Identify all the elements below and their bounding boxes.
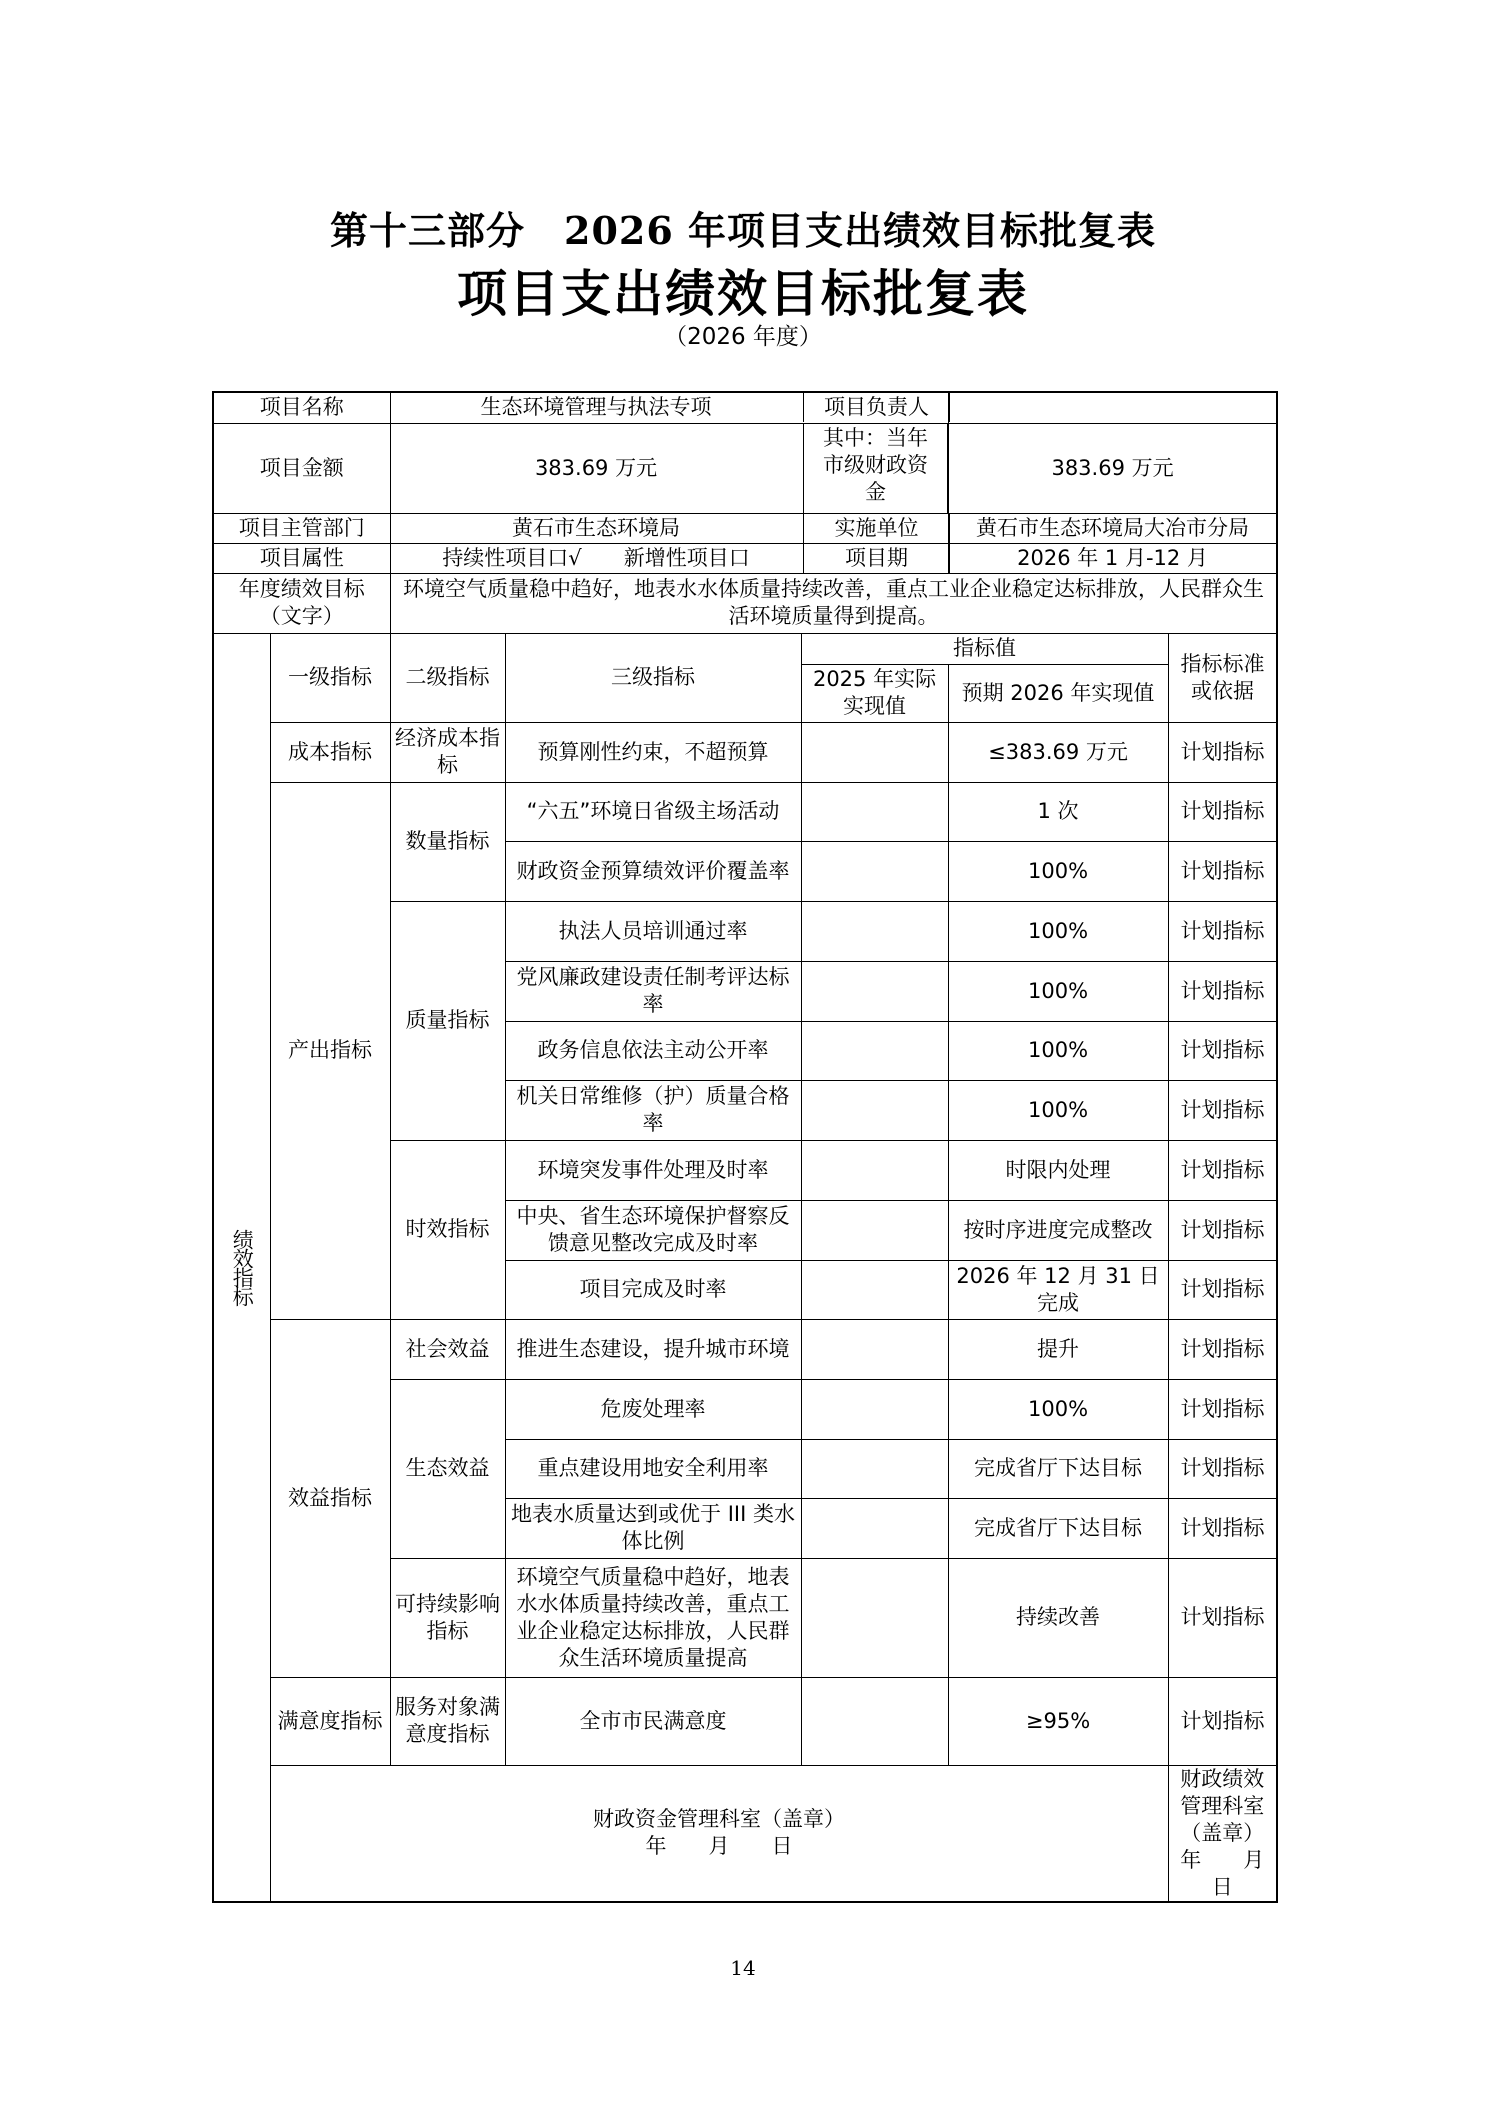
basis-cell: 计划指标 <box>1168 901 1277 961</box>
l2-social: 社会效益 <box>390 1319 505 1379</box>
basis-cell: 计划指标 <box>1168 1140 1277 1200</box>
col-l2: 二级指标 <box>390 633 505 722</box>
l3-cell: 环境突发事件处理及时率 <box>505 1140 801 1200</box>
target-cell: 100% <box>948 1021 1168 1080</box>
left-stamp-cell <box>270 1765 1168 1902</box>
table-row <box>213 1319 1277 1379</box>
leader-label-overlay: 项目负责人 <box>803 393 950 422</box>
actual-cell <box>801 1558 948 1677</box>
l2-service: 服务对象满意度指标 <box>390 1677 505 1765</box>
l2-sustainable: 可持续影响指标 <box>390 1558 505 1677</box>
target-cell: 1 次 <box>948 782 1168 841</box>
col-l3: 三级指标 <box>505 633 801 722</box>
l2-economic-cost: 经济成本指标 <box>390 722 505 782</box>
table-row <box>213 423 1277 513</box>
amount-label: 项目金额 <box>213 423 390 513</box>
basis-cell: 计划指标 <box>1168 1021 1277 1080</box>
actual-cell <box>801 1439 948 1498</box>
side-label: 绩效指标 <box>213 633 270 1902</box>
project-name: 生态环境管理与执法专项 <box>390 392 948 423</box>
basis-cell: 计划指标 <box>1168 1379 1277 1439</box>
basis-cell: 计划指标 <box>1168 841 1277 901</box>
actual-cell <box>801 1498 948 1558</box>
target-cell: 100% <box>948 1379 1168 1439</box>
target-cell: 100% <box>948 961 1168 1021</box>
right-date-line: 年 月 日 <box>1180 1847 1307 1899</box>
target-cell: 持续改善 <box>948 1558 1168 1677</box>
l1-output: 产出指标 <box>270 782 390 1319</box>
table-row <box>213 513 1277 543</box>
basis-cell: 计划指标 <box>1168 722 1277 782</box>
col-2025: 2025 年实际实现值 <box>801 664 948 722</box>
project-name-label: 项目名称 <box>213 392 390 423</box>
l2-ecological: 生态效益 <box>390 1379 505 1558</box>
table-title: 项目支出绩效目标批复表 <box>457 264 1029 323</box>
city-fund-value: 383.69 万元 <box>948 423 1277 513</box>
basis-cell: 计划指标 <box>1168 1498 1277 1558</box>
l3-cell: 环境空气质量稳中趋好，地表水水体质量持续改善，重点工业企业稳定达标排放，人民群众生活环境质量提高 <box>505 1558 801 1677</box>
dept-value: 黄石市生态环境局 <box>390 513 948 543</box>
actual-cell <box>801 1379 948 1439</box>
leader-value <box>948 392 1277 423</box>
attr-label: 项目属性 <box>213 543 390 573</box>
l3-cell: 全市市民满意度 <box>505 1677 801 1765</box>
target-cell: ≤383.69 万元 <box>948 722 1168 782</box>
city-fund-label-overlay: 其中：当年市级财政资金 <box>803 423 948 513</box>
table-row <box>213 782 1277 841</box>
l2-timeliness: 时效指标 <box>390 1140 505 1319</box>
target-cell: 完成省厅下达目标 <box>948 1439 1168 1498</box>
basis-cell: 计划指标 <box>1168 961 1277 1021</box>
l3-cell: 执法人员培训通过率 <box>505 901 801 961</box>
l2-quantity: 数量指标 <box>390 782 505 901</box>
target-cell: 100% <box>948 841 1168 901</box>
dept-label: 项目主管部门 <box>213 513 390 543</box>
l3-cell: 中央、省生态环境保护督察反馈意见整改完成及时率 <box>505 1200 801 1260</box>
col-basis: 指标标准或依据 <box>1168 633 1277 722</box>
l3-cell: 政务信息依法主动公开率 <box>505 1021 801 1080</box>
target-cell: 100% <box>948 901 1168 961</box>
right-stamp-cell <box>1168 1765 1307 1902</box>
actual-cell <box>801 901 948 961</box>
l3-cell: 地表水质量达到或优于 III 类水体比例 <box>505 1498 801 1558</box>
table-row <box>213 722 1277 782</box>
basis-cell: 计划指标 <box>1168 1200 1277 1260</box>
table-row <box>213 1765 1277 1902</box>
impl-label-overlay: 实施单位 <box>803 513 950 543</box>
col-l1: 一级指标 <box>270 633 390 722</box>
basis-cell: 计划指标 <box>1168 1260 1277 1319</box>
target-cell: ≥95% <box>948 1677 1168 1765</box>
actual-cell <box>801 722 948 782</box>
basis-cell: 计划指标 <box>1168 782 1277 841</box>
l1-cost: 成本指标 <box>270 722 390 782</box>
basis-cell: 计划指标 <box>1168 1319 1277 1379</box>
col-2026: 预期 2026 年实现值 <box>948 664 1168 722</box>
performance-target-table <box>212 391 1307 1903</box>
actual-cell <box>801 1200 948 1260</box>
l2-quality: 质量指标 <box>390 901 505 1140</box>
actual-cell <box>801 1080 948 1140</box>
table-row <box>213 543 1277 573</box>
l3-cell: 机关日常维修（护）质量合格率 <box>505 1080 801 1140</box>
part-title: 第十三部分 2026 年项目支出绩效目标批复表 <box>330 208 1156 253</box>
table-row <box>213 573 1277 633</box>
right-stamp-label: 财政绩效管理科室（盖章） <box>1180 1766 1265 1845</box>
target-cell: 100% <box>948 1080 1168 1140</box>
table-row <box>213 1677 1277 1765</box>
l3-cell: 项目完成及时率 <box>505 1260 801 1319</box>
actual-cell <box>801 961 948 1021</box>
left-stamp-label: 财政资金管理科室（盖章） <box>593 1807 846 1831</box>
actual-cell <box>801 1140 948 1200</box>
page-number: 14 <box>730 1956 756 1980</box>
goal-text: 环境空气质量稳中趋好，地表水水体质量持续改善，重点工业企业稳定达标排放，人民群众生活环境质量得到提高。 <box>390 573 1277 633</box>
target-cell: 完成省厅下达目标 <box>948 1498 1168 1558</box>
actual-cell <box>801 1677 948 1765</box>
actual-cell <box>801 841 948 901</box>
actual-cell <box>801 1021 948 1080</box>
basis-cell: 计划指标 <box>1168 1439 1277 1498</box>
target-cell: 提升 <box>948 1319 1168 1379</box>
l3-cell: 推进生态建设，提升城市环境 <box>505 1319 801 1379</box>
l3-cell: 党风廉政建设责任制考评达标率 <box>505 961 801 1021</box>
period-value: 2026 年 1 月-12 月 <box>948 543 1277 573</box>
l3-cell: 危废处理率 <box>505 1379 801 1439</box>
left-date-line: 年 月 日 <box>645 1834 793 1858</box>
basis-cell: 计划指标 <box>1168 1677 1277 1765</box>
l3-cell: 重点建设用地安全利用率 <box>505 1439 801 1498</box>
l1-satisfaction: 满意度指标 <box>270 1677 390 1765</box>
l3-cell: “六五”环境日省级主场活动 <box>505 782 801 841</box>
table-row <box>213 633 1277 664</box>
l3-cell: 预算刚性约束，不超预算 <box>505 722 801 782</box>
table-row <box>213 392 1277 423</box>
target-cell: 时限内处理 <box>948 1140 1168 1200</box>
period-label-overlay: 项目期 <box>803 543 950 573</box>
target-cell: 按时序进度完成整改 <box>948 1200 1168 1260</box>
impl-value: 黄石市生态环境局大冶市分局 <box>948 513 1277 543</box>
l1-benefit: 效益指标 <box>270 1319 390 1677</box>
year-label: （2026 年度） <box>664 324 822 350</box>
goal-label: 年度绩效目标（文字） <box>213 573 390 633</box>
actual-cell <box>801 1319 948 1379</box>
basis-cell: 计划指标 <box>1168 1558 1277 1677</box>
col-value: 指标值 <box>801 633 1168 664</box>
attr-value: 持续性项目口√ 新增性项目口 <box>390 543 948 573</box>
target-cell: 2026 年 12 月 31 日完成 <box>948 1260 1168 1319</box>
actual-cell <box>801 782 948 841</box>
l3-cell: 财政资金预算绩效评价覆盖率 <box>505 841 801 901</box>
actual-cell <box>801 1260 948 1319</box>
amount-value: 383.69 万元 <box>390 423 948 513</box>
basis-cell: 计划指标 <box>1168 1080 1277 1140</box>
